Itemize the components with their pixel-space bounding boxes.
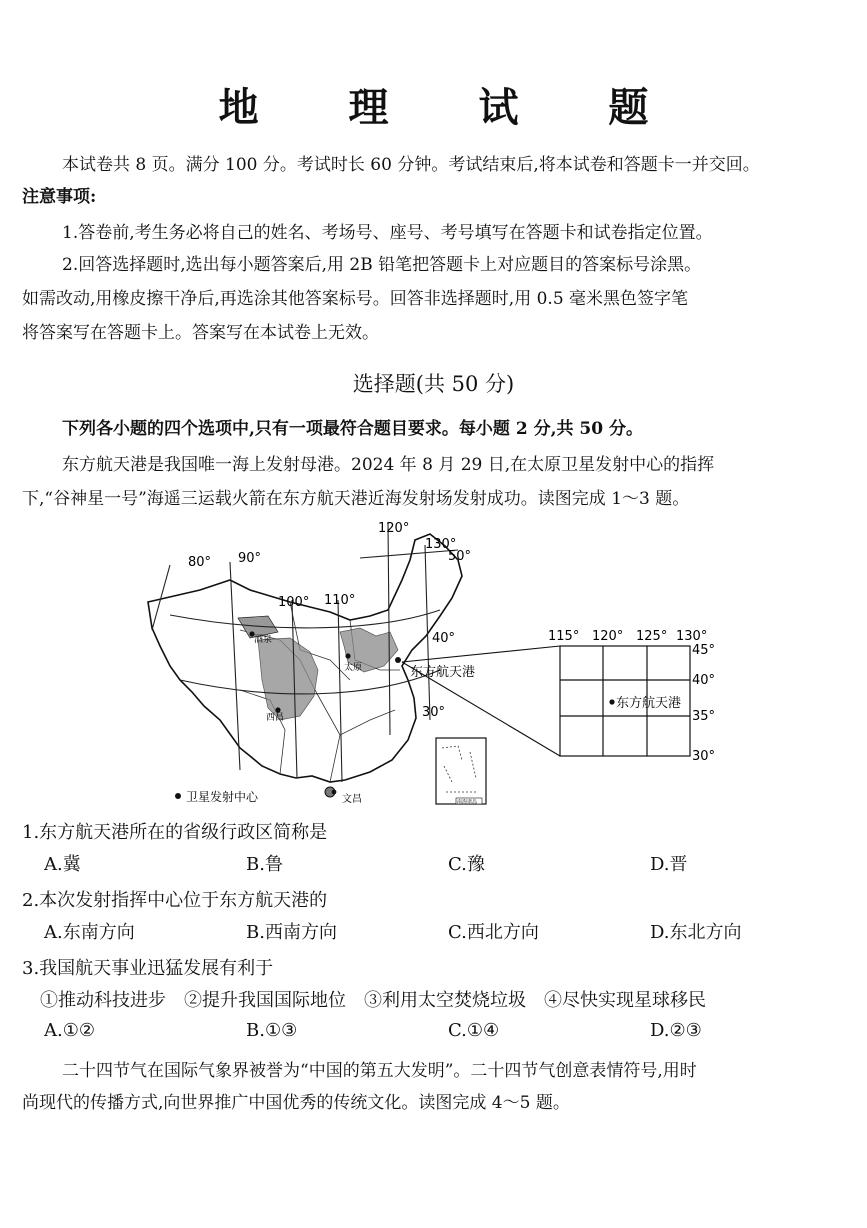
notes-heading: 注意事项: (22, 187, 97, 207)
lon-label-90: 90° (238, 551, 262, 566)
xichang-dot (275, 707, 280, 712)
q2-option-d[interactable]: D.东北方向 (650, 922, 742, 943)
q3-option-b[interactable]: B.①③ (246, 1020, 298, 1041)
question-3-stem: 3.我国航天事业迅猛发展有利于 (22, 958, 274, 979)
q1-option-b[interactable]: B.鲁 (246, 854, 283, 875)
q1-option-a[interactable]: A.冀 (44, 854, 81, 875)
legend-dot (175, 793, 181, 799)
taiyuan-dot (345, 653, 350, 658)
page-title: 地 理 试 题 (218, 84, 687, 131)
zoom-lon-115: 115° (548, 629, 580, 644)
zoom-lat-30: 30° (692, 749, 716, 764)
q3-option-d[interactable]: D.②③ (650, 1020, 702, 1041)
exam-intro: 本试卷共 8 页。满分 100 分。考试时长 60 分钟。考试结束后,将本试卷和答题卡一并交回。 (62, 155, 760, 175)
zoom-lon-120: 120° (592, 629, 624, 644)
q2-option-c[interactable]: C.西北方向 (448, 922, 539, 943)
lon-label-110: 110° (324, 593, 356, 608)
port-dot (395, 657, 401, 663)
q1-option-d[interactable]: D.晋 (650, 854, 688, 875)
legend-label: 卫星发射中心 (186, 790, 259, 804)
passage-1-line-1: 东方航天港是我国唯一海上发射母港。2024 年 8 月 29 日,在太原卫星发射中心的指挥 (62, 455, 715, 475)
question-1-stem: 1.东方航天港所在的省级行政区简称是 (22, 822, 328, 843)
q2-option-a[interactable]: A.东南方向 (44, 922, 135, 943)
lon-label-100: 100° (278, 595, 310, 610)
note-1: 1.答卷前,考生务必将自己的姓名、考场号、座号、考号填写在答题卡和试卷指定位置。 (62, 223, 713, 243)
note-2-end: 将答案写在答题卡上。答案写在本试卷上无效。 (22, 323, 379, 343)
passage-2-line-1: 二十四节气在国际气象界被誉为“中国的第五大发明”。二十四节气创意表情符号,用时 (62, 1061, 697, 1081)
zoom-lat-45: 45° (692, 643, 716, 658)
zoom-lat-35: 35° (692, 709, 716, 724)
zoom-lat-40: 40° (692, 673, 716, 688)
lat-label-30: 30° (422, 705, 446, 720)
zoom-lon-130: 130° (676, 629, 708, 644)
q3-option-c[interactable]: C.①④ (448, 1020, 500, 1041)
site-taiyuan: 太原 (344, 663, 363, 673)
site-wenchang: 文昌 (342, 794, 362, 805)
lat-label-40: 40° (432, 631, 456, 646)
q1-option-c[interactable]: C.豫 (448, 854, 485, 875)
lon-label-80: 80° (188, 555, 212, 570)
site-xichang: 西昌 (266, 713, 285, 723)
q3-statements: ①推动科技进步 ②提升我国国际地位 ③利用太空焚烧垃圾 ④尽快实现星球移民 (40, 990, 706, 1011)
section-title: 选择题(共 50 分) (352, 372, 515, 396)
choice-instruction: 下列各小题的四个选项中,只有一项最符合题目要求。每小题 2 分,共 50 分。 (62, 419, 643, 439)
lon-label-130: 130° (425, 537, 457, 552)
q2-option-b[interactable]: B.西南方向 (246, 922, 337, 943)
lon-label-120: 120° (378, 521, 410, 536)
wenchang-dot (332, 790, 337, 795)
question-2-stem: 2.本次发射指挥中心位于东方航天港的 (22, 890, 328, 911)
zoom-port-dot (609, 699, 614, 704)
zoom-lon-125: 125° (636, 629, 668, 644)
port-label: 东方航天港 (410, 665, 476, 680)
inset-label: 南海诸岛 (457, 799, 478, 806)
passage-2-line-2: 尚现代的传播方式,向世界推广中国优秀的传统文化。读图完成 4～5 题。 (22, 1093, 570, 1113)
site-jiuquan: 酒泉 (254, 635, 273, 645)
note-2-cont: 如需改动,用橡皮擦干净后,再选涂其他答案标号。回答非选择题时,用 0.5 毫米黑色签字笔 (22, 289, 689, 309)
zoom-port-label: 东方航天港 (616, 696, 682, 711)
q3-option-a[interactable]: A.①② (44, 1020, 95, 1041)
note-2: 2.回答选择题时,选出每小题答案后,用 2B 铅笔把答题卡上对应题目的答案标号涂黑。 (62, 255, 702, 275)
lat-label-50: 50° (448, 549, 472, 564)
passage-1-line-2: 下,“谷神星一号”海遥三运载火箭在东方航天港近海发射场发射成功。读图完成 1～3 题。 (22, 489, 690, 509)
china-launch-site-map (140, 520, 720, 810)
